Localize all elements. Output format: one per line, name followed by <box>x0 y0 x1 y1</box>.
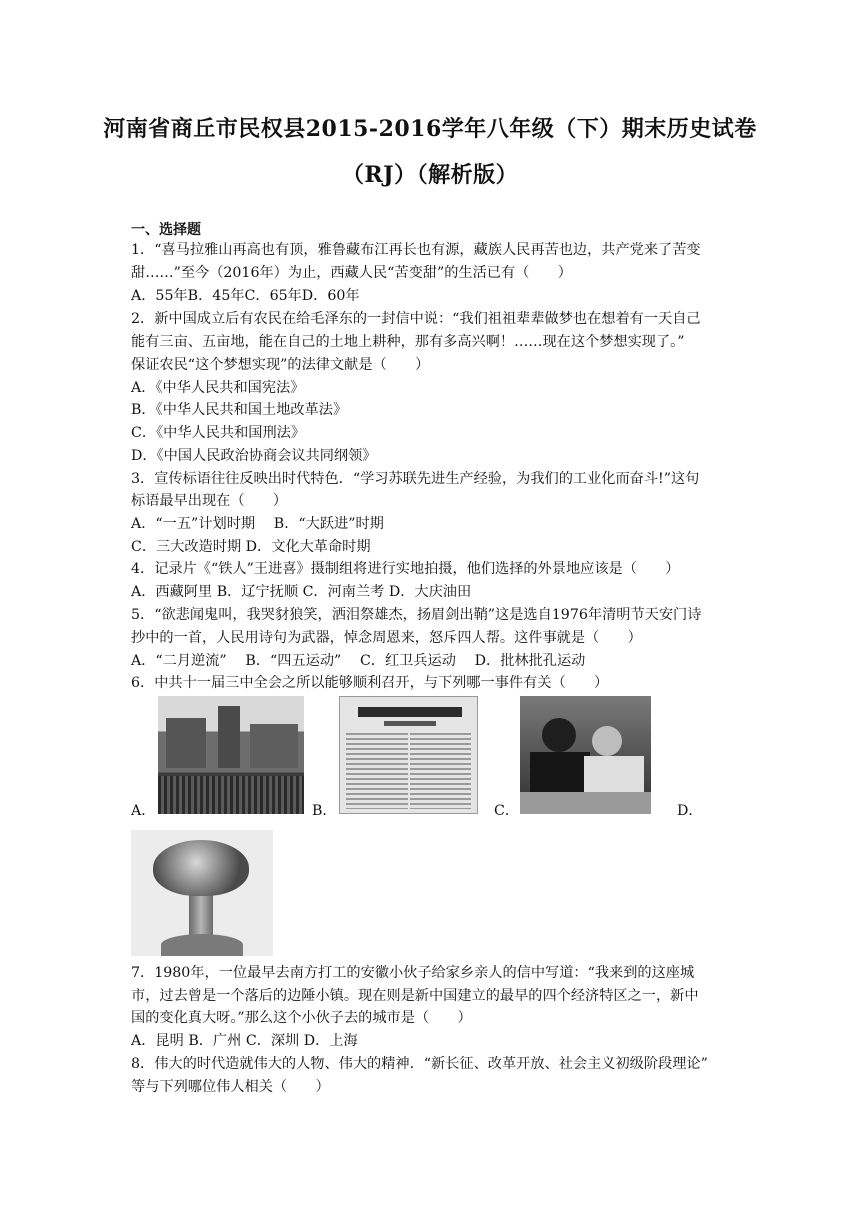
option-line: A．《中华人民共和国宪法》 <box>131 380 305 396</box>
question-line: 2．新中国成立后有农民在给毛泽东的一封信中说：“我们祖祖辈辈做梦也在想着有一天自己 <box>131 311 701 327</box>
option-d-label: D． <box>677 803 703 819</box>
question-line: 8．伟大的时代造就伟大的人物、伟大的精神．“新长征、改革开放、社会主义初级阶段理论” <box>131 1056 708 1072</box>
option-line: A．西藏阿里 B．辽宁抚顺 C．河南兰考 D．大庆油田 <box>131 584 472 600</box>
option-line: A．昆明 B．广州 C．深圳 D．上海 <box>131 1033 358 1049</box>
question-line: 等与下列哪位伟人相关（ ） <box>131 1079 330 1095</box>
option-line: D．《中国人民政治协商会议共同纲领》 <box>131 448 377 464</box>
question-line: 6．中共十一届三中全会之所以能够顺利召开，与下列哪一事件有关（ ） <box>131 675 609 691</box>
question-line: 5．“欲悲闻鬼叫，我哭豺狼笑，洒泪祭雄杰，扬眉剑出鞘”这是选自1976年清明节天安门诗 <box>131 607 702 623</box>
question-line: 市，过去曾是一个落后的边陲小镇。现在则是新中国建立的最早的四个经济特区之一，新中 <box>131 988 699 1004</box>
city-parade-photo <box>158 696 304 814</box>
question-line: 保证农民“这个梦想实现”的法律文献是（ ） <box>131 357 430 373</box>
option-b-label: B． <box>312 803 337 819</box>
exam-title-line1: 河南省商丘市民权县2015-2016学年八年级（下）期末历史试卷 <box>103 116 757 142</box>
question-line: 国的变化真大呀。”那么这个小伙子去的城市是（ ） <box>131 1010 472 1026</box>
option-line: C．三大改造时期 D．文化大革命时期 <box>131 539 371 555</box>
option-line: C．《中华人民共和国刑法》 <box>131 425 306 441</box>
option-line: B．《中华人民共和国土地改革法》 <box>131 402 348 418</box>
meeting-photo <box>520 696 651 814</box>
option-c-label: C． <box>494 803 520 819</box>
question-line: 甜……”至今（2016年）为止，西藏人民“苦变甜”的生活已有（ ） <box>131 265 572 281</box>
question-line: 能有三亩、五亩地，能在自己的土地上耕种，那有多高兴啊！……现在这个梦想实现了。” <box>131 334 685 350</box>
question-line: 4．记录片《“铁人”王进喜》摄制组将进行实地拍摄，他们选择的外景地应该是（ ） <box>131 561 680 577</box>
mushroom-cloud-photo <box>131 830 273 956</box>
exam-title-line2: （RJ）（解析版） <box>341 162 519 188</box>
section-heading: 一、选择题 <box>131 222 201 238</box>
newspaper-photo <box>339 696 478 814</box>
option-line: A．“二月逆流” B．“四五运动” C．红卫兵运动 D．批林批孔运动 <box>131 653 586 669</box>
question-line: 标语最早出现在（ ） <box>131 493 288 509</box>
option-a-label: A． <box>131 803 156 819</box>
question-line: 1．“喜马拉雅山再高也有顶，雅鲁藏布江再长也有源，藏族人民再苦也边，共产党来了苦变 <box>131 242 701 258</box>
question-line: 7．1980年，一位最早去南方打工的安徽小伙子给家乡亲人的信中写道：“我来到的这座城 <box>131 965 695 981</box>
option-line: A．“一五”计划时期 B．“大跃进”时期 <box>131 516 384 532</box>
question-line: 抄中的一首，人民用诗句为武器，悼念周恩来，怒斥四人帮。这件事就是（ ） <box>131 630 642 646</box>
question-line: 3．宣传标语往往反映出时代特色．“学习苏联先进生产经验，为我们的工业化而奋斗!”这句 <box>131 471 700 487</box>
option-line: A．55年B．45年C．65年D．60年 <box>131 288 360 304</box>
